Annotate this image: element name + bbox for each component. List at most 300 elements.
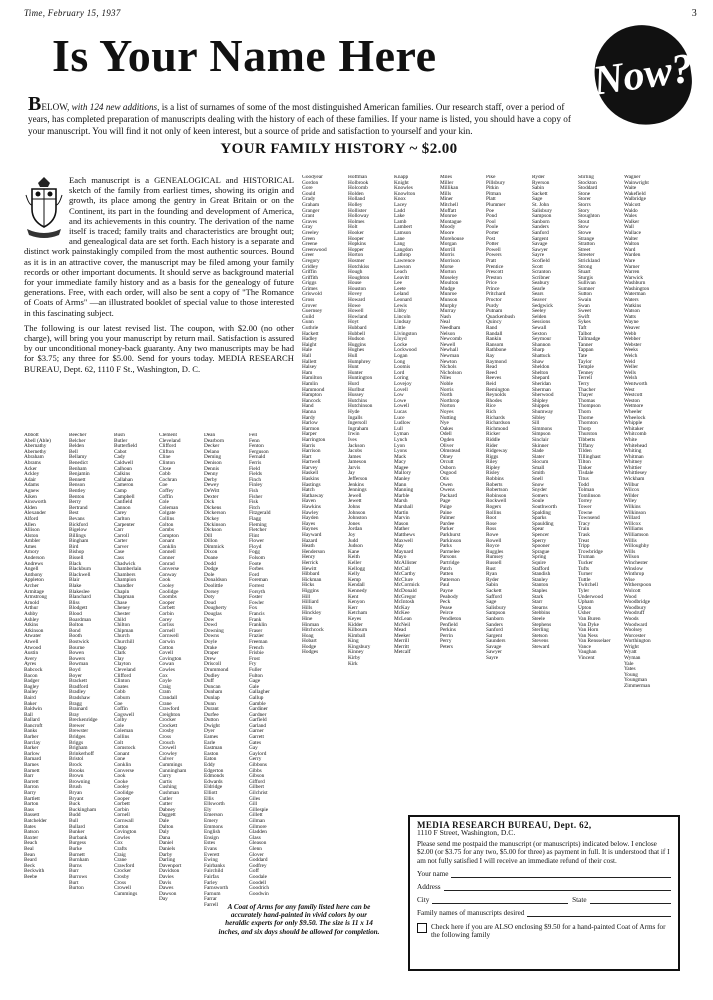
surname: Bragg	[69, 700, 82, 707]
surname: Watson	[624, 308, 640, 315]
order-coupon	[408, 815, 680, 971]
surname: Alden	[24, 504, 37, 511]
surname: Dean	[204, 433, 216, 438]
surname: Durfee	[204, 711, 219, 718]
surname: Greenwood	[302, 246, 327, 253]
surname: Parmelee	[440, 548, 460, 555]
surname: Cady	[114, 454, 126, 461]
surname: Clifford	[159, 443, 176, 450]
surname: Read	[486, 364, 497, 371]
surname: Downs	[204, 633, 220, 640]
surname: Moseley	[440, 274, 459, 281]
surname: Hampton	[302, 392, 322, 399]
surname: Terry	[578, 380, 590, 387]
surname: Sanborn	[486, 615, 504, 622]
surname: Garland	[249, 722, 267, 729]
surname: Roberts	[486, 481, 503, 488]
surname: Horton	[348, 252, 364, 259]
surname: Storer	[578, 196, 591, 203]
surname: Tallmadge	[578, 336, 601, 343]
surname: Fairfax	[204, 873, 220, 880]
surname: Goff	[249, 868, 259, 875]
surname: Darling	[159, 857, 176, 864]
surname: Everett	[204, 851, 220, 858]
surname: Bristol	[69, 756, 84, 763]
surname: Foote	[249, 560, 262, 567]
surname: Worthington	[624, 638, 651, 645]
surname: Young	[624, 671, 638, 678]
surname: Ham	[302, 369, 313, 376]
surname: Coombs	[159, 594, 177, 601]
surname: Doud	[204, 599, 216, 606]
surname: Haskell	[302, 470, 319, 477]
surname: Hinckley	[302, 610, 322, 617]
surname: Rankin	[486, 336, 502, 343]
surname: Eastman	[204, 745, 223, 752]
surname: McKay	[394, 604, 410, 611]
surname: Woodruff	[624, 610, 645, 617]
surname: Dabney	[159, 806, 176, 813]
surname: Walton	[624, 241, 640, 248]
surname: Kendall	[348, 582, 365, 589]
city-field[interactable]	[432, 895, 568, 904]
surname: Street	[578, 246, 591, 253]
surname: Judd	[348, 537, 359, 544]
surname: Wells	[624, 369, 636, 376]
surname: Flint	[249, 532, 260, 539]
surname: Carroll	[114, 532, 130, 539]
surname: Fox	[249, 605, 258, 612]
surname: Edmonds	[204, 773, 225, 780]
surname: Kirby	[348, 655, 361, 662]
surname: Titus	[578, 476, 589, 483]
surname: Leonard	[394, 297, 412, 304]
surname: Crocker	[159, 717, 177, 724]
surname: French	[249, 644, 264, 651]
surname: Ransom	[486, 341, 504, 348]
surname: Keller	[348, 559, 362, 566]
surname: Gunn	[302, 319, 314, 326]
surname: Porter	[486, 229, 499, 236]
surname: Crouch	[159, 739, 175, 746]
surname: Fisk	[249, 499, 259, 506]
surname: Shippen	[532, 403, 550, 410]
surname: Frank	[249, 616, 262, 623]
surname: Fields	[249, 471, 262, 478]
surname: Dunlap	[204, 694, 220, 701]
surname: Bassett	[24, 812, 40, 819]
surname: Batchelder	[24, 817, 47, 824]
surname: Parkinson	[440, 537, 462, 544]
body-area	[24, 175, 697, 995]
surname: Dickens	[204, 504, 222, 511]
surname: Youngman	[624, 677, 648, 684]
surname: Peabody	[440, 593, 459, 600]
surname: Lloyd	[394, 336, 407, 343]
surname: Van Rensselaer	[578, 638, 611, 645]
surname: Shelton	[532, 369, 549, 376]
surname: Whipple	[624, 420, 643, 427]
surname: Neal	[440, 319, 450, 326]
surname: Keith	[348, 554, 360, 561]
surname: Train	[578, 526, 590, 533]
surname: Ely	[204, 806, 212, 813]
surname: Burbank	[69, 834, 88, 841]
surname: Loring	[394, 375, 409, 382]
surname-column	[486, 175, 530, 815]
surname: Cotton	[159, 644, 174, 651]
surname: Atwell	[24, 638, 39, 645]
surname: Hunter	[348, 369, 363, 376]
surname: Kent	[348, 593, 359, 600]
coat-of-arms-checkbox[interactable]	[417, 923, 427, 933]
surname: Rowell	[486, 537, 502, 544]
surname: Bagley	[24, 683, 40, 690]
surname: Hickman	[302, 576, 322, 583]
surname: Clapp	[114, 644, 127, 651]
surname: Swain	[578, 297, 592, 304]
surname: Coe	[114, 700, 123, 707]
surname: Dewey	[204, 482, 220, 489]
surname: Stark	[532, 593, 544, 600]
surname: Goodyear	[302, 175, 323, 180]
surname: Sheldon	[532, 364, 550, 371]
surname: Bryan	[69, 790, 82, 796]
surname: Gage	[249, 678, 261, 685]
surname: Cummings	[114, 890, 138, 897]
surname: Gillett	[249, 812, 263, 819]
surname: Griffin	[302, 269, 317, 276]
surname: Risley	[486, 470, 500, 477]
surname: Palmer	[440, 515, 456, 522]
surname: Post	[486, 235, 496, 242]
surname: Cunningham	[159, 767, 187, 774]
surname: Forbes	[249, 566, 264, 573]
surname: Halsey	[302, 364, 317, 371]
surname: Olmstead	[440, 448, 461, 455]
surname: Corwin	[159, 638, 175, 645]
surname: Carey	[114, 510, 127, 517]
surname: Savage	[486, 643, 502, 650]
surname: Lawson	[394, 263, 411, 270]
surname: Ashley	[24, 616, 40, 623]
surname: Ackley	[24, 471, 40, 478]
surname: Gray	[302, 224, 313, 231]
surname-column	[302, 175, 346, 995]
surname: Tibbetts	[578, 436, 596, 443]
surname: Baxter	[24, 834, 39, 841]
surname: Jackson	[348, 442, 365, 449]
surname: Loomis	[394, 364, 411, 371]
surname: Sparks	[532, 515, 547, 522]
surname: Watkins	[624, 302, 642, 309]
surname: Hoyt	[348, 319, 359, 326]
surname: Hale	[302, 347, 312, 354]
surname: Close	[159, 465, 172, 472]
surname: Hawkins	[302, 504, 321, 511]
surname: Pardee	[440, 520, 455, 527]
surname: Mallory	[394, 470, 412, 477]
surname: Needham	[440, 325, 461, 332]
surname: Preston	[486, 274, 502, 281]
surname: Emmons	[204, 823, 223, 830]
surname: Burgess	[69, 840, 86, 847]
surname: Huntington	[348, 375, 373, 382]
surname: Wolcott	[624, 587, 641, 594]
surname: Culver	[159, 756, 174, 763]
surname: Newell	[440, 341, 456, 348]
surname: Leavitt	[394, 274, 410, 281]
surname: Glenn	[249, 845, 262, 852]
surname: Rhodes	[486, 397, 502, 404]
surname: Daniel	[159, 840, 174, 847]
surname: Kilbourn	[348, 627, 368, 634]
surname: Morgan	[440, 241, 457, 248]
surname: Bolton	[69, 622, 84, 629]
surname: Sanborn	[532, 218, 550, 225]
surname: Remington	[486, 386, 510, 393]
surname: Reid	[486, 380, 497, 387]
surname: Nash	[440, 313, 451, 320]
surname: Prince	[486, 285, 500, 292]
surname: Hathaway	[302, 492, 324, 499]
surname: Millikan	[440, 185, 459, 192]
surname: Eddy	[204, 762, 216, 769]
surname: Starr	[532, 599, 543, 606]
state-field[interactable]	[590, 895, 671, 904]
surname: Corliss	[159, 622, 175, 629]
surname: Coolidge	[114, 790, 134, 796]
surname: Hitchcock	[302, 627, 324, 634]
surname: Welch	[624, 353, 638, 359]
surname: Hayward	[302, 532, 322, 538]
surname: Barnett	[24, 767, 40, 774]
surname: Brainard	[69, 706, 88, 713]
surname: Scott	[532, 263, 543, 270]
surname: Abell (Able)	[24, 437, 51, 444]
surname: Brewster	[69, 728, 89, 735]
surname: Fulton	[249, 672, 263, 679]
surname: Warwick	[624, 274, 643, 281]
surname: Guernsey	[302, 308, 323, 315]
surname: Mather	[394, 526, 410, 533]
surname: St. John	[532, 201, 550, 208]
surname: Hyde	[348, 408, 360, 415]
surname: Whitman	[624, 453, 644, 460]
surname: Higgins	[302, 587, 319, 594]
surname: Glass	[249, 834, 261, 841]
surname: Morton	[440, 269, 456, 276]
surname: Owens	[440, 487, 455, 494]
surname: Daly	[159, 829, 170, 836]
surname: Burnett	[69, 851, 85, 858]
surname: McGregor	[394, 593, 417, 600]
surname: Crane	[159, 700, 172, 707]
surname: Benson	[69, 482, 85, 489]
surname: Wilder	[624, 492, 639, 499]
surname: Denny	[204, 471, 219, 478]
surname: Farnsworth	[204, 885, 229, 892]
surname: Ferguson	[249, 448, 269, 455]
surname: Lincoln	[394, 313, 411, 320]
surname: Appleton	[24, 577, 44, 584]
surname: Winchester	[624, 559, 648, 566]
surname: Burke	[69, 845, 82, 852]
surname: Austin	[24, 650, 39, 657]
coat-of-arms-check-row	[417, 923, 671, 940]
surname: Finch	[249, 476, 262, 483]
surname: Eldridge	[204, 784, 223, 791]
surname: Moore	[440, 229, 455, 236]
surname: Noble	[440, 380, 453, 387]
surname: Stoddard	[578, 185, 598, 192]
surname: Church	[114, 633, 130, 640]
surname: Chapin	[114, 588, 130, 595]
surname: Spear	[532, 526, 545, 533]
surname: Gamble	[249, 700, 266, 707]
surname: Blakeslee	[69, 588, 90, 595]
surname: Giles	[249, 795, 261, 802]
surname: Stoughton	[578, 213, 600, 220]
surname: Sturgis	[578, 274, 593, 281]
surname: Bingham	[69, 538, 89, 545]
surname: English	[204, 829, 221, 836]
surname: Ashby	[24, 611, 38, 617]
surname: Bertrand	[69, 504, 88, 511]
surname: Darby	[159, 851, 173, 858]
surname: Stebbins	[532, 610, 551, 617]
surname: Chapman	[114, 594, 135, 601]
surname: Lull	[394, 425, 403, 432]
surname: Norris	[440, 386, 454, 393]
surname: Crawford	[114, 862, 135, 869]
surname: Conrad	[159, 560, 175, 567]
surname: Ketcham	[348, 610, 368, 617]
surname: DeWitt	[204, 487, 220, 494]
surname: Crane	[114, 857, 127, 864]
surname: Knox	[394, 196, 406, 203]
surname: Weller	[624, 364, 638, 371]
surname: Gardner	[249, 711, 267, 718]
surname: Hall	[302, 353, 312, 359]
surname: Ewing	[204, 857, 218, 864]
surname: Stetson	[532, 632, 548, 639]
surname: Sperry	[532, 537, 547, 544]
surname: Bevans	[69, 515, 85, 522]
surname: Little	[394, 325, 406, 332]
surname: Safford	[486, 593, 502, 600]
surname: Wright	[624, 643, 639, 650]
surname: Lowe	[394, 397, 407, 404]
surname: Coburn	[114, 694, 130, 701]
surname: Saunders	[486, 638, 506, 645]
surname: Ambler	[24, 538, 41, 545]
surname: Searle	[532, 285, 546, 292]
surname: Ames	[24, 543, 37, 550]
surname: Gordon	[302, 179, 319, 186]
surname: Fernald	[249, 454, 266, 461]
surname: Garfield	[249, 717, 267, 724]
surname: Tanner	[578, 341, 593, 348]
surname: Locke	[394, 341, 408, 348]
surname: Harrison	[302, 448, 321, 455]
surname: Beckwith	[24, 868, 45, 875]
surname: Sanford	[486, 627, 503, 634]
surname: Cooke	[114, 778, 128, 785]
surname: Allen	[24, 521, 36, 528]
surname: Wilson	[624, 554, 640, 561]
surname: Lovell	[394, 386, 408, 393]
surname: Wentworth	[624, 380, 648, 387]
surname: Pitman	[486, 190, 502, 197]
surname: Chandler	[114, 583, 134, 590]
surname: Paine	[440, 509, 452, 516]
surname: Thayer	[578, 392, 593, 399]
surname: Elliott	[204, 790, 218, 796]
surname: Simpson	[532, 431, 551, 438]
surname: Breckenridge	[69, 717, 98, 724]
surname: Gilchrist	[249, 790, 268, 796]
surname: Westcott	[624, 392, 643, 399]
surname: Clayton	[114, 661, 131, 668]
surname: Guthrie	[302, 325, 319, 332]
surname: Conway	[159, 571, 177, 578]
surname: Hadley	[302, 336, 318, 343]
surname: Cross	[114, 879, 127, 886]
surname: Baldwin	[24, 706, 42, 713]
surname: Swift	[578, 313, 590, 320]
surname: Greer	[302, 252, 315, 259]
surname: Shepard	[532, 375, 550, 382]
surname: Cleveland	[114, 666, 136, 673]
surname: Holbrook	[348, 179, 369, 186]
surname: Callahan	[114, 476, 133, 483]
surname: Packard	[440, 492, 458, 499]
surname: Sanders	[532, 224, 549, 231]
name-field-row	[417, 869, 671, 878]
surname: Mann	[394, 481, 407, 488]
surname: Sampson	[532, 213, 552, 220]
surname: Hibbard	[302, 571, 320, 578]
address-field[interactable]	[444, 882, 671, 891]
name-field[interactable]	[451, 869, 671, 878]
surname: Whittlesey	[624, 470, 647, 477]
surname: Bray	[69, 711, 80, 718]
surname: Woodbury	[624, 604, 647, 611]
surname: Carlton	[114, 515, 130, 522]
surname: Munson	[440, 297, 458, 304]
surname: Barclay	[24, 739, 41, 746]
surname: Bean	[24, 851, 35, 858]
surname: Sampson	[486, 610, 506, 617]
family-names-field[interactable]	[527, 908, 671, 917]
surname-column	[69, 433, 113, 995]
surname: Newman	[440, 353, 460, 359]
surname: Burns	[69, 862, 82, 869]
surname: Griffith	[302, 274, 319, 281]
surname: Lyon	[394, 442, 405, 449]
surname: Bellamy	[69, 454, 87, 461]
surname: Miles	[440, 175, 453, 180]
surname: Crawford	[159, 706, 180, 713]
surname: Hopper	[348, 246, 364, 253]
surname: Burnham	[69, 857, 89, 864]
surname: Clement	[159, 433, 177, 438]
surname: Dawson	[159, 890, 177, 897]
surname: Van Buren	[578, 615, 601, 622]
surname: Temple	[578, 364, 594, 371]
surname: Henry	[302, 554, 316, 561]
